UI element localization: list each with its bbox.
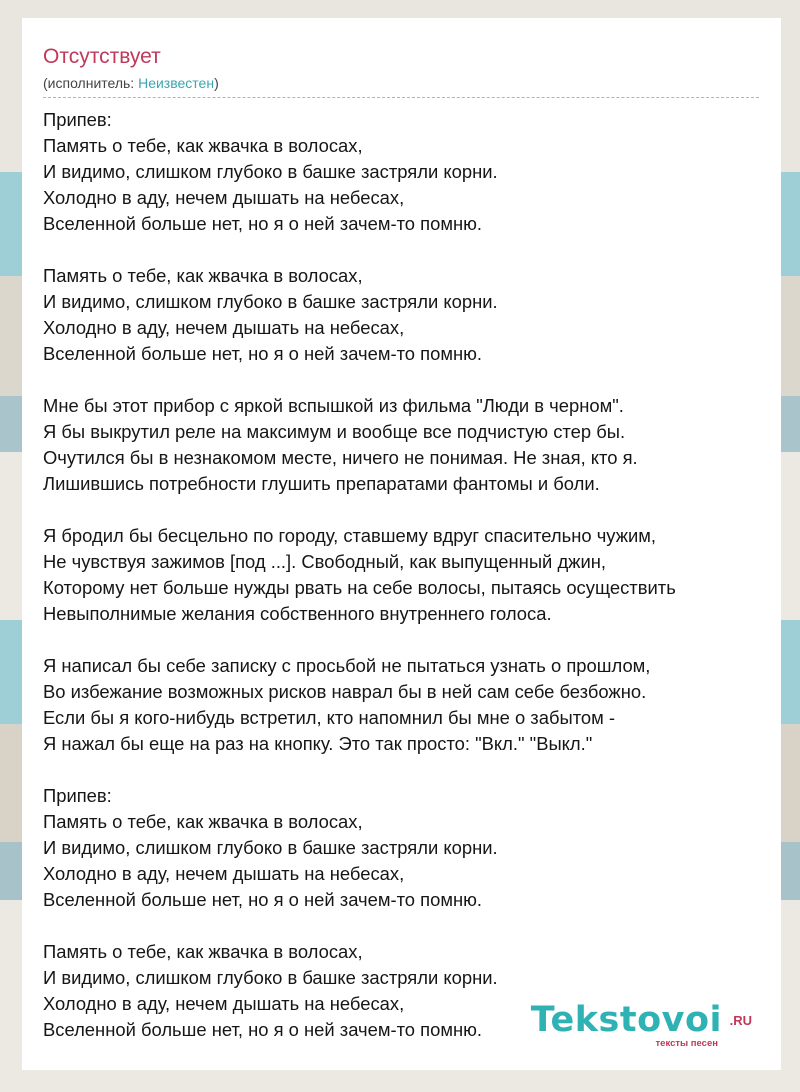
- lyric-line: Память о тебе, как жвачка в волосах,: [43, 811, 363, 832]
- lyric-line: Я нажал бы еще на раз на кнопку. Это так просто: "Вкл." "Выкл.": [43, 733, 593, 754]
- artist-prefix: (исполнитель:: [43, 75, 139, 91]
- lyrics-stanza: [43, 653, 771, 757]
- artist-suffix: ): [214, 75, 219, 91]
- lyric-line: Я бы выкрутил реле на максимум и вообще все подчистую стер бы.: [43, 421, 626, 442]
- lyric-line: Холодно в аду, нечем дышать на небесах,: [43, 993, 405, 1014]
- lyric-line: Память о тебе, как жвачка в волосах,: [43, 941, 363, 962]
- lyrics-sheet: [22, 18, 781, 1070]
- lyrics-stanza: [43, 783, 771, 913]
- lyrics-stanza: [43, 107, 771, 237]
- lyrics-stanza: [43, 523, 771, 627]
- song-header: [43, 44, 759, 98]
- site-logo[interactable]: [530, 1000, 752, 1049]
- lyric-line: Память о тебе, как жвачка в волосах,: [43, 135, 363, 156]
- lyric-line: Припев:: [43, 785, 112, 806]
- lyric-line: Вселенной больше нет, но я о ней зачем-то помню.: [43, 343, 483, 364]
- logo-name: Tekstovoi: [530, 1000, 722, 1040]
- logo-tagline: тексты песен: [655, 1038, 718, 1049]
- lyric-line: И видимо, слишком глубоко в башке застряли корни.: [43, 967, 498, 988]
- song-title: Отсутствует: [43, 45, 161, 68]
- lyric-line: Холодно в аду, нечем дышать на небесах,: [43, 317, 405, 338]
- lyric-line: Не чувствуя зажимов [под ...]. Свободный, как выпущенный джин,: [43, 551, 607, 572]
- lyric-line: Холодно в аду, нечем дышать на небесах,: [43, 863, 405, 884]
- lyric-line: Во избежание возможных рисков наврал бы в ней сам себе безбожно.: [43, 681, 647, 702]
- lyric-line: Вселенной больше нет, но я о ней зачем-то помню.: [43, 889, 483, 910]
- lyric-line: Невыполнимые желания собственного внутреннего голоса.: [43, 603, 552, 624]
- lyric-line: Вселенной больше нет, но я о ней зачем-то помню.: [43, 1019, 483, 1040]
- lyrics-body: [43, 107, 771, 1043]
- lyric-line: Лишившись потребности глушить препаратами фантомы и боли.: [43, 473, 600, 494]
- lyric-line: Которому нет больше нужды рвать на себе волосы, пытаясь осуществить: [43, 577, 676, 598]
- lyrics-stanza: [43, 263, 771, 367]
- lyric-line: Я бродил бы бесцельно по городу, ставшему вдруг спасительно чужим,: [43, 525, 657, 546]
- lyric-line: И видимо, слишком глубоко в башке застряли корни.: [43, 837, 498, 858]
- artist-line: [43, 73, 759, 93]
- lyric-line: Холодно в аду, нечем дышать на небесах,: [43, 187, 405, 208]
- lyrics-stanza: [43, 393, 771, 497]
- lyric-line: Если бы я кого-нибудь встретил, кто напомнил бы мне о забытом -: [43, 707, 616, 728]
- lyric-line: Вселенной больше нет, но я о ней зачем-то помню.: [43, 213, 483, 234]
- artist-link[interactable]: Неизвестен: [138, 75, 215, 91]
- header-divider: [43, 97, 759, 98]
- lyric-line: Я написал бы себе записку с просьбой не пытаться узнать о прошлом,: [43, 655, 651, 676]
- lyric-line: Мне бы этот прибор с яркой вспышкой из фильма "Люди в черном".: [43, 395, 624, 416]
- lyric-line: Припев:: [43, 109, 112, 130]
- lyric-line: И видимо, слишком глубоко в башке застряли корни.: [43, 291, 498, 312]
- lyric-line: Память о тебе, как жвачка в волосах,: [43, 265, 363, 286]
- logo-domain: .RU: [729, 1013, 752, 1028]
- lyric-line: Очутился бы в незнакомом месте, ничего не понимая. Не зная, кто я.: [43, 447, 638, 468]
- lyric-line: И видимо, слишком глубоко в башке застряли корни.: [43, 161, 498, 182]
